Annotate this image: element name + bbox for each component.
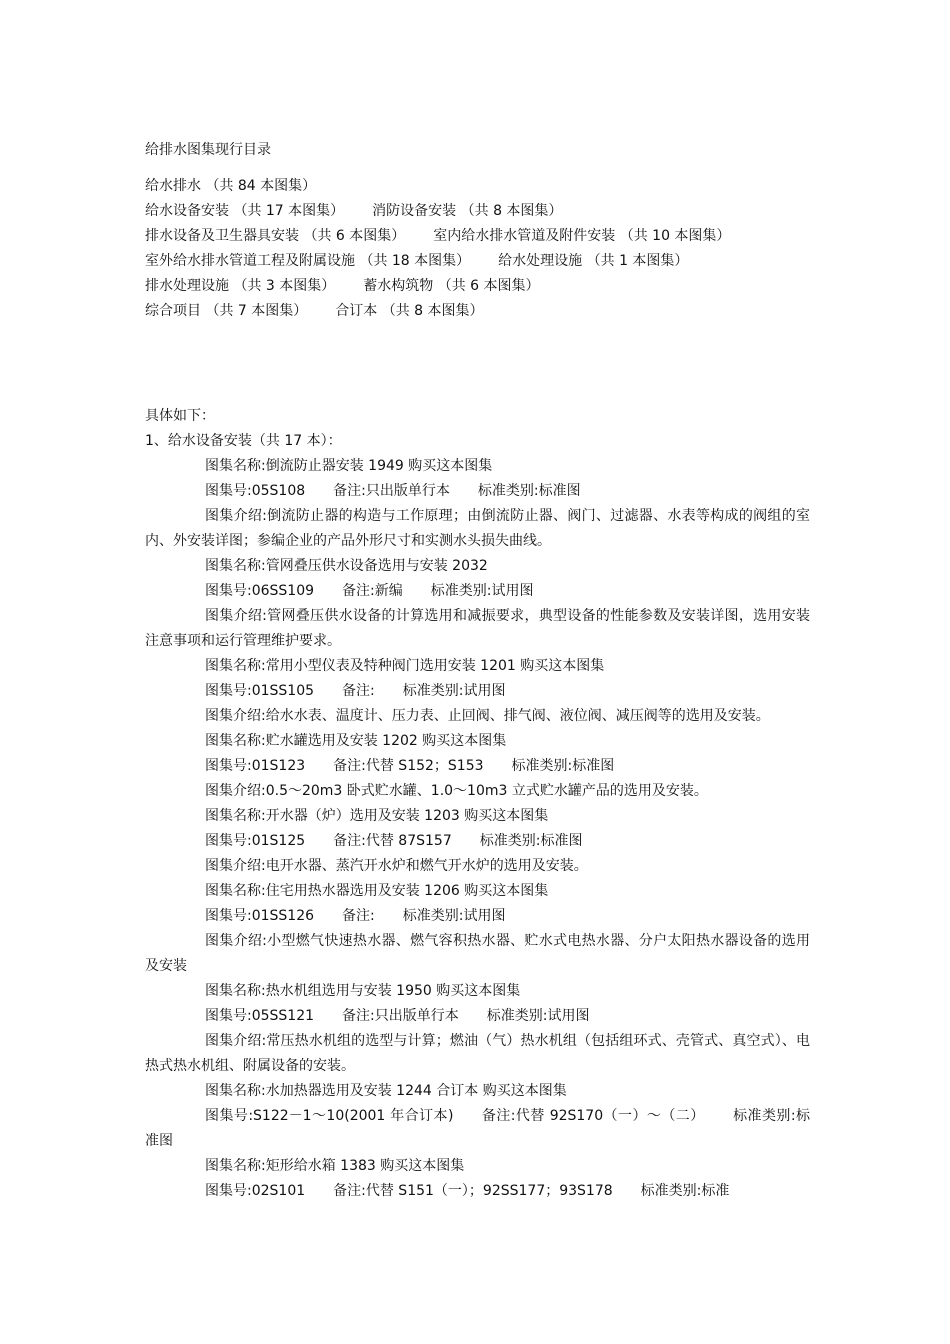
entry-code: 图集号:02S101 [205,1183,306,1199]
summary-item: 给水排水 （共 84 本图集） [145,178,317,194]
summary-item: 室内给水排水管道及附件安装 （共 10 本图集） [433,228,731,244]
summary-item: 给水处理设施 （共 1 本图集） [498,253,689,269]
entry-category: 标准类别:试用图 [430,583,534,599]
detail-heading: 具体如下： [145,408,215,424]
entry-category: 标准类别:标准图 [145,1108,810,1149]
entry-note: 备注:代替 87S157 [333,833,452,849]
entry-code: 图集号:01SS126 [205,908,315,924]
section-heading: 1、给水设备安装（共 17 本）： [145,433,342,449]
summary-item: 室外给水排水管道工程及附属设施 （共 18 本图集） [145,253,471,269]
entry-category: 标准类别:试用图 [486,1008,590,1024]
entry-code: 图集号:05S108 [205,483,306,499]
summary-line [145,224,810,249]
summary-item: 消防设备安装 （共 8 本图集） [372,203,563,219]
entry-category: 标准类别:标准图 [511,758,615,774]
document-page [145,138,810,1204]
entry-note: 备注: [342,908,375,924]
entry-info [145,829,810,854]
entry-code: 图集号:01S125 [205,833,306,849]
entry-name: 图集名称:热水机组选用与安装 1950 购买这本图集 [205,983,521,999]
entry-note: 备注: [342,683,375,699]
summary-item: 综合项目 （共 7 本图集） [145,303,308,319]
entry-name: 图集名称:住宅用热水器选用及安装 1206 购买这本图集 [205,883,549,899]
summary-item: 排水处理设施 （共 3 本图集） [145,278,336,294]
entry-description: 图集介绍:给水水表、温度计、压力表、止回阀、排气阀、液位阀、减压阀等的选用及安装。 [205,708,770,724]
entry-info [145,479,810,504]
entry-note: 备注:只出版单行本 [333,483,450,499]
entry-note: 备注:只出版单行本 [342,1008,459,1024]
entry-name: 图集名称:矩形给水箱 1383 购买这本图集 [205,1158,465,1174]
summary-item: 蓄水构筑物 （共 6 本图集） [363,278,540,294]
entry-description: 图集介绍:常压热水机组的选型与计算；燃油（气）热水机组（包括组环式、壳管式、真空式）、电热式热水机组、附属设备的安装。 [145,1033,810,1074]
summary-line [145,299,810,324]
entry-code: 图集号:01SS105 [205,683,315,699]
entry-info [145,579,810,604]
entry-category: 标准类别:标准图 [479,833,583,849]
entry-note: 备注:代替 92S170（一）～（二） [481,1108,705,1124]
summary-item: 合订本 （共 8 本图集） [335,303,484,319]
summary-list [145,174,810,324]
summary-item: 给水设备安装 （共 17 本图集） [145,203,345,219]
summary-line [145,274,810,299]
entry-info [145,1179,810,1204]
entry-category: 标准类别:标准图 [477,483,581,499]
page-title: 给排水图集现行目录 [145,142,271,158]
summary-line [145,174,810,199]
entry-name: 图集名称:贮水罐选用及安装 1202 购买这本图集 [205,733,507,749]
entry-info [145,1104,810,1154]
entry-note: 备注:代替 S152；S153 [333,758,484,774]
entry-name: 图集名称:水加热器选用及安装 1244 合订本 购买这本图集 [205,1083,567,1099]
entry-code: 图集号:06SS109 [205,583,315,599]
entry-info [145,679,810,704]
entry-description: 图集介绍:管网叠压供水设备的计算选用和减振要求，典型设备的性能参数及安装详图，选用安装注意事项和运行管理维护要求。 [145,608,810,649]
summary-line [145,199,810,224]
entry-category: 标准类别:试用图 [402,683,506,699]
entry-info [145,904,810,929]
entry-note: 备注:新编 [342,583,403,599]
entry-description: 图集介绍:电开水器、蒸汽开水炉和燃气开水炉的选用及安装。 [205,858,588,874]
entry-description: 图集介绍:倒流防止器的构造与工作原理；由倒流防止器、阀门、过滤器、水表等构成的阀组的室内、外安装详图；参编企业的产品外形尺寸和实测水头损失曲线。 [145,508,810,549]
entry-description: 图集介绍:0.5～20m3 卧式贮水罐、1.0～10m3 立式贮水罐产品的选用及安装。 [205,783,708,799]
entry-category: 标准类别:标准 [640,1183,730,1199]
summary-line [145,249,810,274]
entry-name: 图集名称:倒流防止器安装 1949 购买这本图集 [205,458,493,474]
entry-code: 图集号:01S123 [205,758,306,774]
summary-item: 排水设备及卫生器具安装 （共 6 本图集） [145,228,406,244]
entry-name: 图集名称:开水器（炉）选用及安装 1203 购买这本图集 [205,808,549,824]
entry-name: 图集名称:管网叠压供水设备选用与安装 2032 [205,558,488,574]
entry-name: 图集名称:常用小型仪表及特种阀门选用安装 1201 购买这本图集 [205,658,605,674]
entry-info [145,754,810,779]
entry-code: 图集号:S122－1～10(2001 年合订本) [205,1108,454,1124]
entry-note: 备注:代替 S151（一）；92SS177；93S178 [333,1183,613,1199]
entry-category: 标准类别:试用图 [402,908,506,924]
entry-description: 图集介绍:小型燃气快速热水器、燃气容积热水器、贮水式电热水器、分户太阳热水器设备的选用及安装 [145,933,810,974]
entry-code: 图集号:05SS121 [205,1008,315,1024]
entry-info [145,1004,810,1029]
